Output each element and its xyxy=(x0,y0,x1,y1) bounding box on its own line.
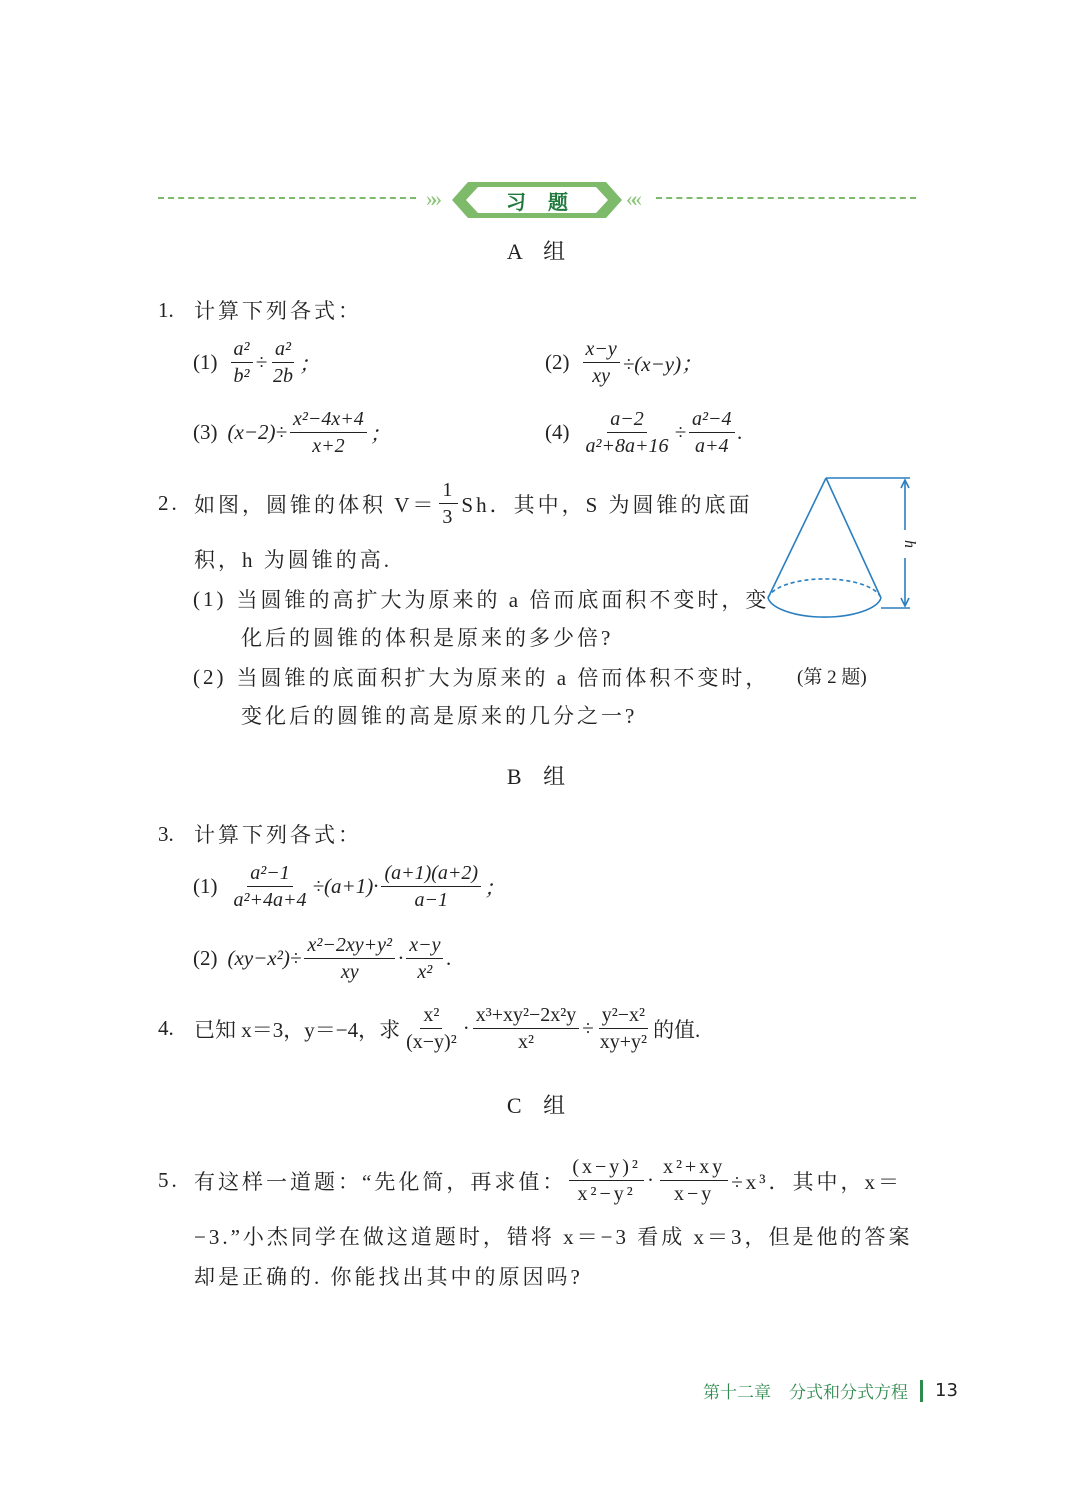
cone-figure xyxy=(760,470,920,640)
problem-2 xyxy=(158,477,753,530)
denominator: 3 xyxy=(442,506,456,528)
denominator: a+4 xyxy=(695,435,729,457)
fraction xyxy=(403,1002,460,1055)
chapter-label: 第十二章 xyxy=(703,1383,771,1403)
problem-stem: 计算下列各式： xyxy=(194,823,362,847)
text-segment: ； xyxy=(369,421,391,446)
text-segment: · xyxy=(397,946,404,970)
denominator: x²−y² xyxy=(577,1183,636,1205)
item-label: (1) xyxy=(193,586,227,611)
item-label: (1) xyxy=(193,874,218,898)
text-segment: · xyxy=(462,1016,470,1040)
item-label: (3) xyxy=(193,420,218,444)
footer-divider xyxy=(920,1380,923,1402)
text-segment: . xyxy=(446,946,452,970)
problem-number: 4. xyxy=(158,1016,174,1040)
text-segment: ； xyxy=(484,875,506,900)
section-title: 习题 xyxy=(506,189,590,214)
numerator: a−2 xyxy=(607,406,647,433)
denominator: x−y xyxy=(673,1183,715,1205)
height-label: h xyxy=(901,540,918,548)
fraction xyxy=(231,860,310,913)
problem-number: 1. xyxy=(158,297,174,322)
numerator: x−y xyxy=(583,336,620,363)
problem-stem-continued: 却是正确的. 你能找出其中的原因吗? xyxy=(194,1265,583,1289)
numerator: 1 xyxy=(439,477,458,504)
numerator: x²+xy xyxy=(660,1154,728,1181)
text-segment: (x−2)÷ xyxy=(227,420,288,444)
problem-stem: 计算下列各式： xyxy=(194,299,362,323)
fraction xyxy=(660,1154,728,1207)
item-label: (2) xyxy=(545,350,570,374)
math-expression xyxy=(228,336,321,389)
denominator: x² xyxy=(417,961,433,983)
problem-stem-continued: −3.”小杰同学在做这道题时，错将 x＝−3 看成 x＝3，但是他的答案 xyxy=(194,1225,913,1249)
text-segment: 的值. xyxy=(653,1017,701,1042)
fraction xyxy=(597,1002,650,1055)
denominator: xy+y² xyxy=(599,1031,648,1053)
text-segment: . xyxy=(737,420,743,444)
item-label: (2) xyxy=(193,664,227,689)
problem-number: 5. xyxy=(158,1168,180,1192)
problem-stem xyxy=(194,1002,700,1055)
fraction xyxy=(689,406,735,459)
problem-4 xyxy=(158,1002,700,1055)
group-b-heading: B 组 xyxy=(506,764,574,789)
denominator: a²+4a+4 xyxy=(233,889,307,911)
item-label: (1) xyxy=(193,350,218,374)
problem-2-item-2 xyxy=(193,662,769,692)
fraction xyxy=(231,336,253,389)
problem-2-item-1 xyxy=(193,584,769,614)
denominator: x+2 xyxy=(312,435,345,457)
math-expression xyxy=(228,860,506,913)
item-text: 当圆锥的高扩大为原来的 a 倍而底面积不变时，变 xyxy=(236,588,770,612)
fraction xyxy=(583,406,672,459)
header-divider-left xyxy=(158,197,416,199)
fraction xyxy=(304,932,395,985)
chevron-right-icon: »» xyxy=(426,186,436,211)
fraction xyxy=(290,406,367,459)
denominator: a−1 xyxy=(414,889,448,911)
math-expression xyxy=(580,336,703,389)
denominator: b² xyxy=(233,365,250,387)
group-c-heading: C 组 xyxy=(506,1093,574,1118)
fraction xyxy=(381,860,481,913)
fraction xyxy=(583,336,620,389)
denominator: xy xyxy=(340,961,359,983)
item-text: 变化后的圆锥的高是原来的几分之一? xyxy=(241,704,638,728)
problem-1-item-3 xyxy=(193,406,391,459)
problem-number: 3. xyxy=(158,821,174,846)
math-expression xyxy=(228,406,391,459)
page-number: 13 xyxy=(935,1380,958,1401)
problem-stem xyxy=(194,1154,902,1207)
problem-1 xyxy=(158,295,362,325)
numerator: (a+1)(a+2) xyxy=(381,860,481,887)
denominator: 2b xyxy=(273,365,294,387)
fraction xyxy=(439,477,458,530)
numerator: a²−4 xyxy=(689,406,735,433)
problem-1-item-1 xyxy=(193,336,320,389)
numerator: x²−4x+4 xyxy=(290,406,367,433)
numerator: x²−2xy+y² xyxy=(304,932,395,959)
text-segment: · xyxy=(646,1168,657,1192)
problem-3 xyxy=(158,819,362,849)
text-segment: (xy−x²)÷ xyxy=(227,946,302,970)
text-segment: ÷ xyxy=(674,420,687,444)
text-segment: ； xyxy=(299,351,321,376)
fraction xyxy=(406,932,443,985)
text-segment: ÷(x−y)； xyxy=(622,351,703,376)
problem-number: 2. xyxy=(158,491,180,515)
text-segment: ÷ xyxy=(255,350,268,374)
text-segment: 有这样一道题：“先化简，再求值： xyxy=(194,1169,567,1194)
header-divider-right xyxy=(656,197,916,199)
numerator: a² xyxy=(272,336,294,363)
problem-3-item-2 xyxy=(193,932,452,985)
denominator: xy xyxy=(592,365,610,387)
item-label: (4) xyxy=(545,420,570,444)
problem-stem-continued: 积，h 为圆锥的高. xyxy=(194,548,392,572)
problem-1-item-4 xyxy=(545,406,743,459)
numerator: a² xyxy=(231,336,253,363)
figure-caption: (第 2 题) xyxy=(797,667,867,688)
text-segment: ÷x³．其中，x＝ xyxy=(731,1169,903,1194)
numerator: (x−y)² xyxy=(569,1154,644,1181)
numerator: x² xyxy=(420,1002,442,1029)
math-expression xyxy=(580,406,743,459)
problem-5 xyxy=(158,1154,902,1207)
problem-stem xyxy=(194,477,753,530)
chevron-left-icon: «« xyxy=(626,186,636,211)
denominator: x² xyxy=(517,1031,534,1053)
problem-3-item-1 xyxy=(193,860,505,913)
group-a-heading: A 组 xyxy=(506,239,574,264)
item-label: (2) xyxy=(193,946,218,970)
denominator: a²+8a+16 xyxy=(585,435,669,457)
text-segment: 如图，圆锥的体积 V＝ xyxy=(194,492,437,517)
fraction xyxy=(473,1002,580,1055)
fraction xyxy=(569,1154,644,1207)
item-text: 当圆锥的底面积扩大为原来的 a 倍而体积不变时， xyxy=(236,666,770,690)
fraction xyxy=(270,336,296,389)
numerator: x−y xyxy=(406,932,443,959)
math-expression xyxy=(228,932,452,985)
denominator: (x−y)² xyxy=(406,1031,457,1053)
page-footer xyxy=(703,1378,958,1403)
numerator: a²−1 xyxy=(247,860,293,887)
problem-1-item-2 xyxy=(545,336,702,389)
text-segment: ÷ xyxy=(582,1016,594,1040)
numerator: x³+xy²−2x²y xyxy=(473,1002,580,1029)
chapter-title: 分式和分式方程 xyxy=(789,1383,908,1403)
text-segment: ÷(a+1)· xyxy=(312,874,379,898)
numerator: y²−x² xyxy=(599,1002,648,1029)
text-segment: Sh．其中，S 为圆锥的底面 xyxy=(461,492,753,517)
text-segment: 已知 x＝3，y＝−4，求 xyxy=(194,1017,401,1042)
item-text: 化后的圆锥的体积是原来的多少倍? xyxy=(241,626,614,650)
